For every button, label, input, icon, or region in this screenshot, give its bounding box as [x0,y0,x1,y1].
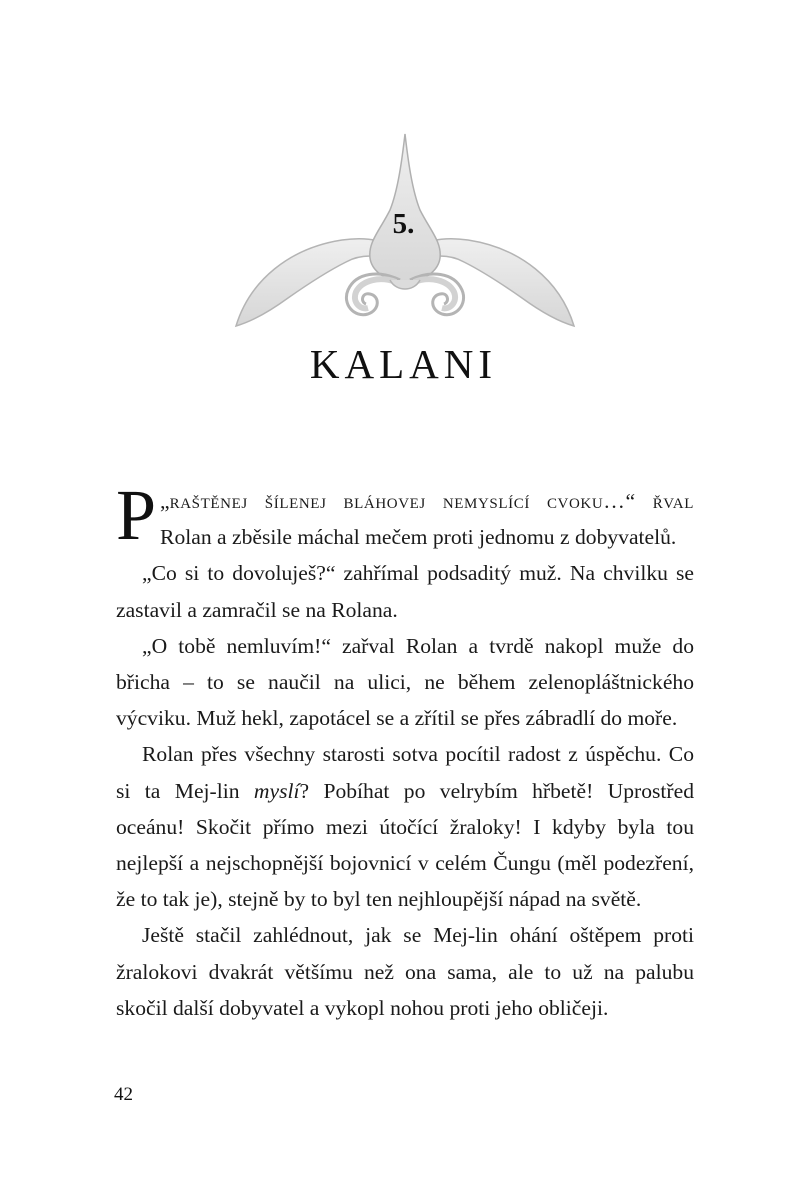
paragraph-4-before: Rolan přes všechny starosti sotva pocítil radost z úspěchu. Co si ta Mej-lin [116,742,694,803]
chapter-body [116,475,694,1026]
paragraph-4 [116,736,694,917]
page-number: 42 [114,1084,133,1105]
paragraph-3: „O tobě nemluvím!“ zařval Rolan a tvrdě nakopl muže do břicha – to se naučil na ulici, ne během zelenopláštnického výcviku. Muž hekl, zapotácel se a zřítil se přes zábradlí do moře. [116,633,694,731]
opening-quote: „ [160,489,170,513]
chapter-number: 5. [392,208,415,240]
paragraph-1-text: Rolan a zběsile máchal mečem proti jednomu z dobyvatelů. [160,525,677,550]
chapter-title: KALANI [309,341,498,387]
paragraph-4-emphasis: myslí [253,778,300,803]
paragraph-1 [116,475,694,555]
paragraph-4-after: ? Pobíhat po velrybím hřbetě! Uprostřed oceánu! Skočit přímo mezi útočící žraloky! I kdyby byla tou nejlepší a nejschopnější bojovnicí v celém Čungu (měl podezření, že to tak je), stejně by to byl ten nejhloupější nápad na světě. [116,778,694,912]
smallcaps-lead: raštěnej šílenej bláhovej nemyslící cvoku…“ řval [169,489,694,513]
paragraph-5: Ještě stačil zahlédnout, jak se Mej-lin ohání oštěpem proti žralokovi dvakrát většímu než ona sama, ale to už na palubu skočil další dobyvatel a vykopl nohou proti jeho obličeji. [116,923,694,1020]
dropcap-letter: P [116,475,157,555]
paragraph-2: „Co si to dovoluješ?“ zahřímal podsaditý muž. Na chvilku se zastavil a zamračil se na Rolana. [116,561,694,622]
